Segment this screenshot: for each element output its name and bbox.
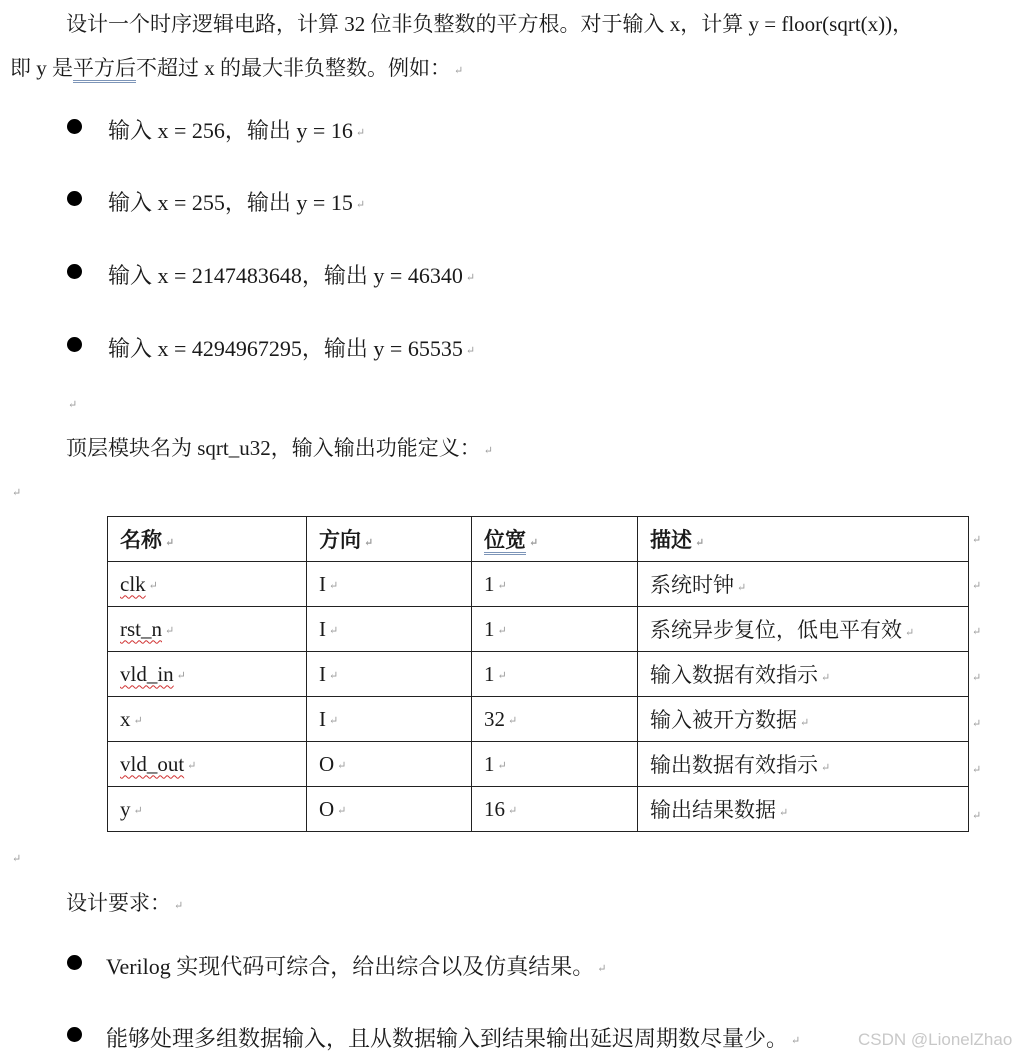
cell-description-text: 输出数据有效指示: [650, 753, 818, 777]
header-name-text: 名称: [120, 528, 162, 552]
paragraph-mark-icon: ↵: [800, 716, 810, 729]
spellcheck-word[interactable]: vld_in: [120, 661, 174, 686]
table-row: [108, 562, 969, 607]
paragraph-mark-icon: ↵: [165, 625, 175, 638]
cell-description: [638, 652, 969, 697]
example-text: 输入 x = 255，输出 y = 15: [108, 190, 353, 215]
cell-name: [108, 787, 307, 832]
cell-name-text: x: [120, 706, 131, 731]
paragraph-mark-icon: ↵: [821, 761, 831, 774]
cell-width: [472, 562, 638, 607]
bullet-icon: [67, 191, 82, 206]
paragraph-mark-icon: ↵: [791, 1035, 801, 1048]
paragraph-mark-icon: ↵: [454, 64, 464, 77]
spellcheck-word[interactable]: vld_out: [120, 751, 185, 776]
requirement-item: [106, 1022, 800, 1053]
cell-description-text: 输入数据有效指示: [650, 663, 818, 687]
cell-name-text: y: [120, 796, 131, 821]
table-header-row: [108, 517, 969, 562]
table-row: [108, 697, 969, 742]
cell-direction: [307, 652, 472, 697]
cell-width-text: 1: [484, 571, 495, 596]
cell-width-text: 16: [484, 796, 505, 821]
cell-name: [108, 607, 307, 652]
cell-description-text: 输出结果数据: [650, 798, 776, 822]
header-width-text[interactable]: 位宽: [484, 528, 526, 555]
row-end-mark-icon: ↵: [972, 718, 982, 730]
bullet-icon: [67, 119, 82, 134]
row-end-mark-icon: ↵: [972, 534, 982, 546]
table-row: [108, 787, 969, 832]
cell-description: [638, 607, 969, 652]
spellcheck-word[interactable]: rst_n: [120, 616, 162, 641]
paragraph-mark-icon: ↵: [12, 487, 22, 499]
paragraph-mark-icon: ↵: [364, 536, 374, 549]
cell-description-text: 系统异步复位，低电平有效: [650, 618, 902, 642]
paragraph-mark-icon: ↵: [905, 626, 915, 639]
paragraph-mark-icon: ↵: [737, 581, 747, 594]
cell-direction-text: I: [319, 661, 326, 686]
header-name: [108, 517, 307, 562]
intro-line-2: [10, 52, 463, 82]
cell-description-text: 输入被开方数据: [650, 708, 797, 732]
intro-line-2-end: 不超过 x 的最大非负整数。例如：: [136, 56, 451, 80]
paragraph-mark-icon: ↵: [497, 580, 507, 593]
paragraph-mark-icon: ↵: [68, 399, 78, 411]
paragraph-mark-icon: ↵: [497, 625, 507, 638]
bullet-icon: [67, 337, 82, 352]
paragraph-mark-icon: ↵: [508, 715, 518, 728]
cell-direction-text: O: [319, 796, 335, 821]
cell-name: [108, 562, 307, 607]
paragraph-mark-icon: ↵: [337, 805, 347, 818]
paragraph-mark-icon: ↵: [695, 536, 705, 549]
example-text: 输入 x = 4294967295，输出 y = 65535: [108, 336, 463, 361]
header-description-text: 描述: [650, 528, 692, 552]
intro-line-2-start: 即 y 是: [10, 56, 73, 80]
cell-direction-text: I: [319, 616, 326, 641]
paragraph-mark-icon: ↵: [176, 670, 186, 683]
row-end-mark-icon: ↵: [972, 672, 982, 684]
intro-line-1-text: 设计一个时序逻辑电路，计算 32 位非负整数的平方根。对于输入 x，计算 y = floor(sqrt(x))，: [66, 12, 914, 36]
paragraph-mark-icon: ↵: [483, 444, 493, 457]
cell-name: [108, 742, 307, 787]
table-row: [108, 607, 969, 652]
paragraph-mark-icon: ↵: [329, 715, 339, 728]
cell-description-text: 系统时钟: [650, 573, 734, 597]
paragraph-mark-icon: ↵: [329, 625, 339, 638]
cell-direction: [307, 697, 472, 742]
cell-width: [472, 697, 638, 742]
cell-direction: [307, 562, 472, 607]
cell-description: [638, 562, 969, 607]
bullet-icon: [67, 264, 82, 279]
paragraph-mark-icon: ↵: [174, 899, 184, 912]
paragraph-mark-icon: ↵: [133, 805, 143, 818]
cell-width: [472, 652, 638, 697]
paragraph-mark-icon: ↵: [329, 670, 339, 683]
paragraph-mark-icon: ↵: [165, 536, 175, 549]
cell-direction: [307, 607, 472, 652]
requirement-text: Verilog 实现代码可综合，给出综合以及仿真结果。: [106, 954, 595, 979]
example-text: 输入 x = 2147483648，输出 y = 46340: [108, 263, 463, 288]
row-end-mark-icon: ↵: [972, 810, 982, 822]
cell-name: [108, 652, 307, 697]
spellcheck-word[interactable]: clk: [120, 571, 146, 596]
paragraph-mark-icon: ↵: [355, 127, 366, 140]
cell-width-text: 1: [484, 661, 495, 686]
module-definition-text: 顶层模块名为 sqrt_u32，输入输出功能定义：: [66, 436, 481, 460]
paragraph-mark-icon: ↵: [779, 806, 789, 819]
paragraph-mark-icon: ↵: [12, 853, 22, 865]
paragraph-mark-icon: ↵: [148, 580, 158, 593]
requirement-item: [106, 950, 607, 981]
example-item: [108, 259, 475, 290]
header-description: [638, 517, 969, 562]
cell-width: [472, 742, 638, 787]
paragraph-mark-icon: ↵: [497, 670, 507, 683]
example-item: [108, 332, 475, 363]
paragraph-mark-icon: ↵: [187, 760, 197, 773]
cell-name: [108, 697, 307, 742]
paragraph-mark-icon: ↵: [597, 963, 607, 976]
paragraph-mark-icon: ↵: [508, 805, 518, 818]
bullet-icon: [67, 1027, 82, 1042]
cell-width-text: 1: [484, 751, 495, 776]
cell-description: [638, 787, 969, 832]
paragraph-mark-icon: ↵: [355, 199, 366, 212]
paragraph-mark-icon: ↵: [133, 715, 143, 728]
requirement-text: 能够处理多组数据输入，且从数据输入到结果输出延迟周期数尽量少。: [106, 1026, 789, 1051]
cell-width: [472, 787, 638, 832]
requirements-title-text: 设计要求：: [66, 891, 171, 915]
example-item: [108, 114, 365, 145]
cell-direction: [307, 742, 472, 787]
header-width: [472, 517, 638, 562]
row-end-mark-icon: ↵: [972, 764, 982, 776]
table-row: [108, 742, 969, 787]
bullet-icon: [67, 955, 82, 970]
csdn-watermark: CSDN @LionelZhao: [858, 1030, 1013, 1049]
grammar-underlined-phrase[interactable]: 平方后: [73, 56, 136, 83]
cell-direction-text: I: [319, 571, 326, 596]
example-text: 输入 x = 256，输出 y = 16: [108, 118, 353, 143]
paragraph-mark-icon: ↵: [329, 580, 339, 593]
paragraph-mark-icon: ↵: [529, 536, 539, 549]
cell-direction: [307, 787, 472, 832]
cell-description: [638, 697, 969, 742]
example-item: [108, 186, 365, 217]
cell-direction-text: O: [319, 751, 335, 776]
paragraph-mark-icon: ↵: [465, 345, 476, 358]
header-direction-text: 方向: [319, 528, 361, 552]
row-end-mark-icon: ↵: [972, 580, 982, 592]
intro-line-1: [66, 8, 913, 38]
requirements-title: [66, 887, 183, 917]
header-direction: [307, 517, 472, 562]
module-definition-line: [66, 432, 493, 462]
cell-width: [472, 607, 638, 652]
cell-width-text: 1: [484, 616, 495, 641]
port-definition-table: [107, 516, 969, 832]
paragraph-mark-icon: ↵: [821, 671, 831, 684]
paragraph-mark-icon: ↵: [465, 272, 476, 285]
cell-description: [638, 742, 969, 787]
paragraph-mark-icon: ↵: [337, 760, 347, 773]
cell-width-text: 32: [484, 706, 505, 731]
table-row: [108, 652, 969, 697]
cell-direction-text: I: [319, 706, 326, 731]
paragraph-mark-icon: ↵: [497, 760, 507, 773]
row-end-mark-icon: ↵: [972, 626, 982, 638]
